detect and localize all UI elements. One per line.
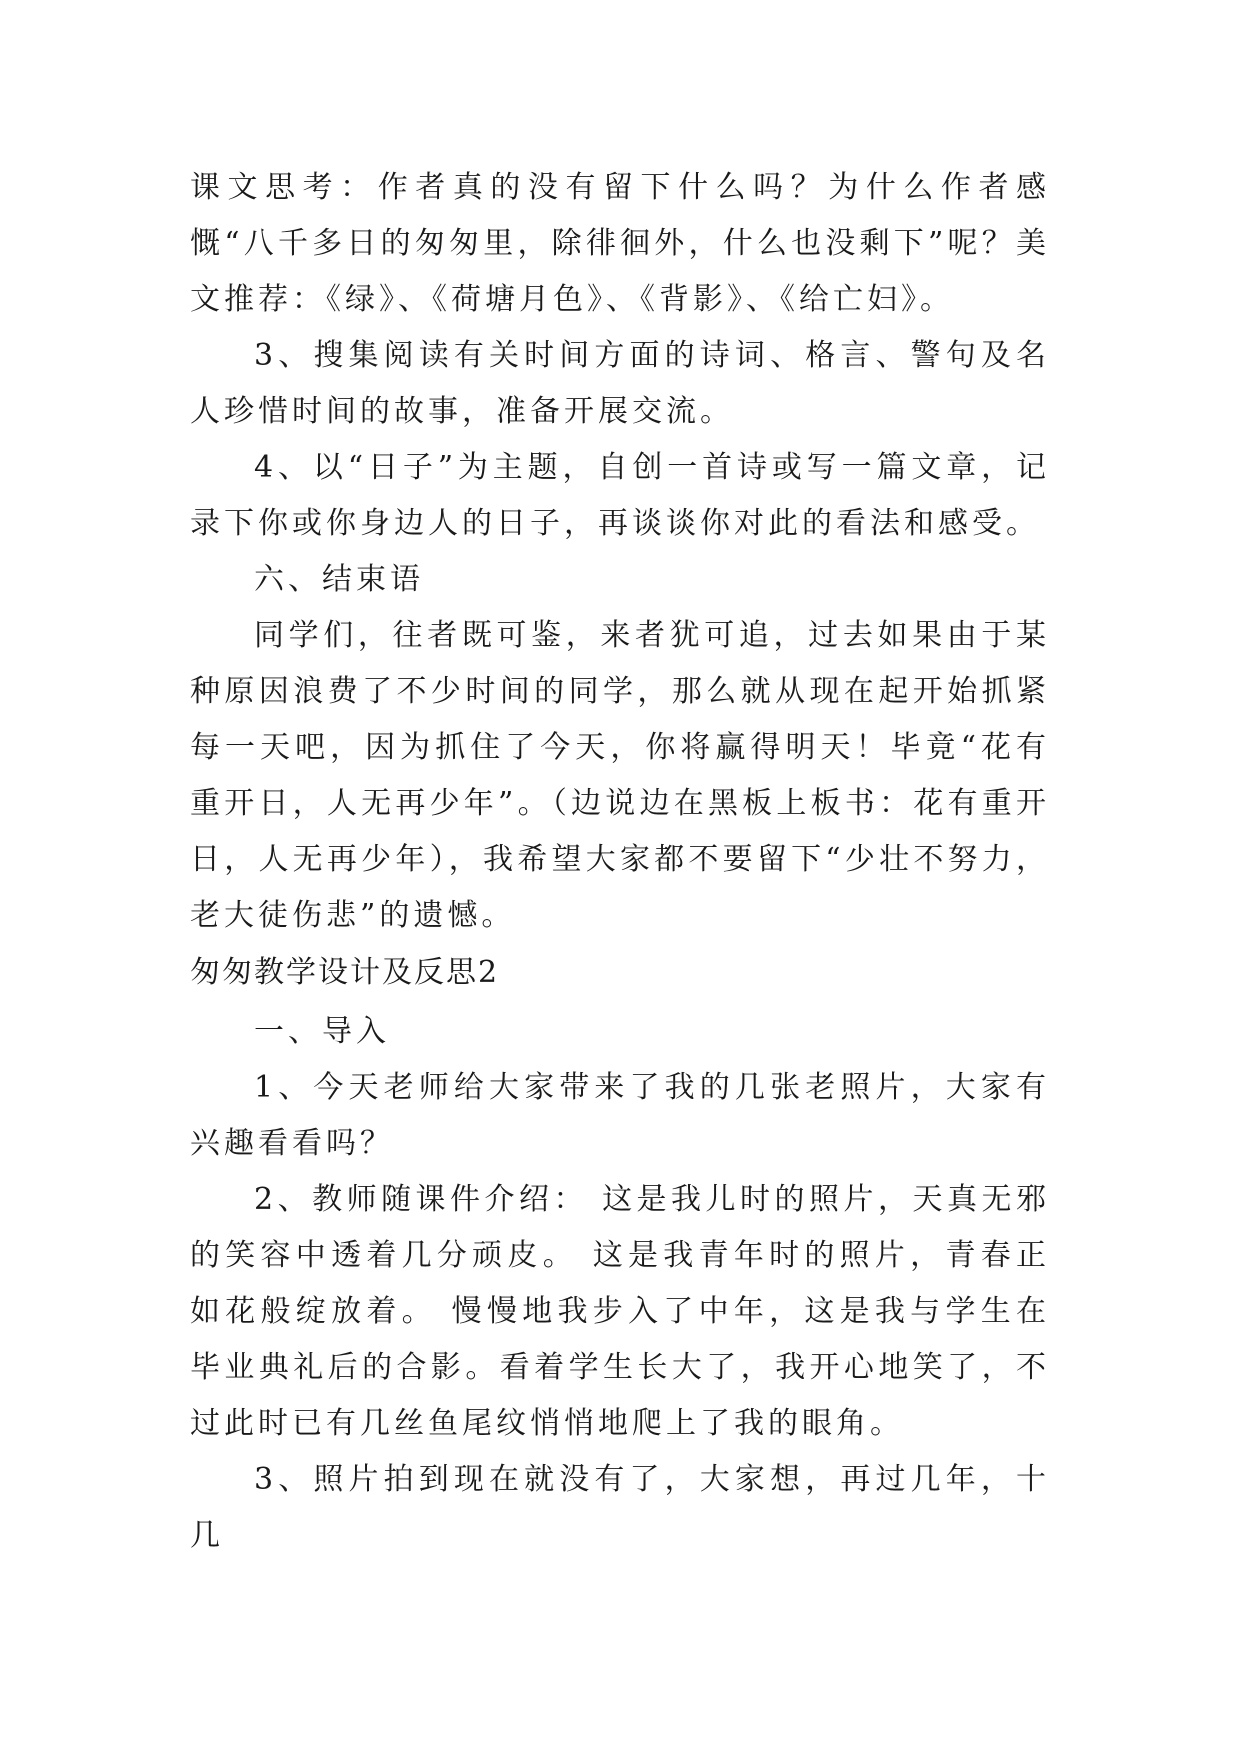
section-title: 匆匆教学设计及反思2 <box>190 955 500 990</box>
paragraph-intro-step-1: 1、今天老师给大家带来了我的几张老照片，大家有兴趣看看吗？ <box>190 1070 1050 1161</box>
paragraph-intro-step-3: 3、照片拍到现在就没有了，大家想，再过几年，十几 <box>190 1462 1050 1553</box>
paragraph-closing-heading: 六、结束语 <box>254 562 424 597</box>
paragraph-item-4: 4、以“日子”为主题，自创一首诗或写一篇文章，记录下你或你身边人的日子，再谈谈你对此的看法和感受。 <box>190 450 1050 541</box>
paragraph-intro-step-2: 2、教师随课件介绍： 这是我儿时的照片，天真无邪的笑容中透着几分顽皮。 这是我青年时的照片，青春正如花般绽放着。 慢慢地我步入了中年，这是我与学生在毕业典礼后的合影。看着学生长大了，我开心地笑了，不过此时已有几丝鱼尾纹悄悄地爬上了我的眼角。 <box>190 1182 1050 1441</box>
paragraph-closing-remarks: 同学们，往者既可鉴，来者犹可追，过去如果由于某种原因浪费了不少时间的同学，那么就从现在起开始抓紧每一天吧，因为抓住了今天，你将赢得明天！毕竟“花有重开日，人无再少年”。（边说边在黑板上板书：花有重开日，人无再少年），我希望大家都不要留下“少壮不努力，老大徒伤悲”的遗憾。 <box>190 618 1050 933</box>
paragraph-intro-heading: 一、导入 <box>254 1014 390 1049</box>
document-body <box>190 160 1050 1564</box>
paragraph-reflection-question: 课文思考：作者真的没有留下什么吗？为什么作者感慨“八千多日的匆匆里，除徘徊外，什么也没剩下”呢？美文推荐：《绿》、《荷塘月色》、《背影》、《给亡妇》。 <box>190 170 1050 317</box>
paragraph-item-3: 3、搜集阅读有关时间方面的诗词、格言、警句及名人珍惜时间的故事，准备开展交流。 <box>190 338 1050 429</box>
